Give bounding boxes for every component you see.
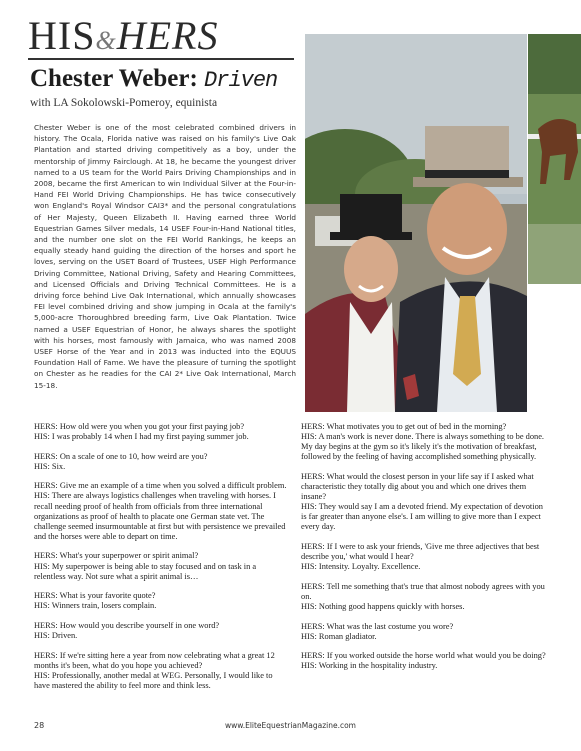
magazine-url: www.EliteEquestrianMagazine.com (224, 721, 356, 730)
question: HERS: How would you describe yourself in one word? (34, 620, 220, 630)
page-number: 28 (34, 721, 45, 730)
answer: HIS: Intensity. Loyalty. Excellence. (301, 562, 421, 572)
question: HERS: If you worked outside the horse world what would you be doing? (301, 651, 546, 661)
answer: HIS: I was probably 14 when I had my first paying summer job. (34, 432, 249, 442)
masthead-hers: HERS (116, 13, 219, 58)
masthead-his: HIS (28, 13, 96, 58)
answer: HIS: Nothing good happens quickly with horses. (301, 601, 465, 611)
question: HERS: If I were to ask your friends, 'Give me three adjectives that best describe you,' what would I hear? (301, 541, 540, 562)
question: HERS: Give me an example of a time when you solved a difficult problem. (34, 481, 287, 491)
horse-illustration (528, 34, 581, 284)
portrait-illustration (305, 34, 527, 412)
qa-item (301, 422, 547, 462)
answer: HIS: Professionally, another medal at WEG. Personally, I would like to have mastered the ability to feel more and think less. (34, 670, 273, 690)
qa-item (34, 621, 289, 641)
qa-item (34, 422, 289, 442)
answer: HIS: They would say I am a devoted friend. My expectation of devotion is far greater than anyone else's. I am willing to give more than I expect every day. (301, 502, 543, 532)
qa-item (301, 622, 547, 642)
horse-photo (528, 34, 581, 284)
answer: HIS: Six. (34, 461, 66, 471)
qa-item (301, 582, 547, 612)
answer: HIS: Driven. (34, 631, 78, 640)
qa-item (34, 551, 289, 581)
masthead-ampersand: & (95, 26, 117, 55)
byline: with LA Sokolowski-Pomeroy, equinista (30, 97, 218, 109)
answer: HIS: There are always logistics challenges when traveling with horses. I recall needing proof of health from officials from three international organizations as proof of health to placate one German state vet. The challenge seemed insurmountable at first but with persistence we prevailed and the horses were able to depart on time. (34, 491, 286, 541)
answer: HIS: My superpower is being able to stay focused and on task in a relentless way. Not sure what a spirit animal is… (34, 561, 257, 581)
question: HERS: What's your superpower or spirit animal? (34, 551, 199, 561)
answer: HIS: Working in the hospitality industry. (301, 661, 438, 671)
portrait-photo (305, 34, 527, 412)
question: HERS: On a scale of one to 10, how weird are you? (34, 451, 208, 461)
question: HERS: How old were you when you got your first paying job? (34, 422, 245, 431)
title-subtitle: Driven (204, 68, 278, 93)
answer: HIS: Roman gladiator. (301, 631, 377, 641)
qa-item (34, 591, 289, 611)
qa-item (301, 651, 547, 671)
magazine-section-masthead (28, 14, 218, 63)
qa-item (301, 542, 547, 572)
question: HERS: What is your favorite quote? (34, 591, 156, 601)
qa-item (34, 651, 289, 691)
interview-left-column (34, 422, 289, 700)
answer: HIS: Winners train, losers complain. (34, 601, 157, 611)
question: HERS: Tell me something that's true that almost nobody agrees with you on. (301, 581, 545, 601)
question: HERS: What was the last costume you wore? (301, 621, 454, 631)
header-rule (28, 58, 294, 60)
question: HERS: What would the closest person in your life say if I asked what characteristic they totally dig about you and which one drives them insane? (301, 471, 534, 502)
qa-item (34, 452, 289, 472)
qa-item (34, 481, 289, 542)
title-name: Chester Weber: (30, 65, 198, 92)
question: HERS: What motivates you to get out of bed in the morning? (301, 422, 507, 431)
interview-right-column (301, 422, 547, 681)
question: HERS: If we're sitting here a year from now celebrating what a great 12 months it's been, what do you hope you achieved? (34, 650, 275, 670)
article-title (30, 64, 277, 96)
intro-paragraph: Chester Weber is one of the most celebrated combined drivers in history. The Ocala, Florida native was raised on his family's Live Oak Plantation and started driving competitively as a boy, under the mentorship of Jimmy Fairclough. At 18, he became the youngest driver named to a US team for the World Pairs Driving Championships and in 2008, became the first American to win Individual Silver at the Four-in-Hand FEI World Driving Championships. He has twice consecutively won England's Royal Windsor CAI3* and the personal congratulations of Her Majesty, Queen Elizabeth II. Having earned three World Equestrian Games Silver medals, 14 USEF Four-in-Hand National titles, and the number one slot on the FEI World Rankings, he keeps an equally steady hand guiding the direction of the horses and sport he loves, serving on the USET Board of Trustees, USEF High Performance Driving Committee, National Driving, Safety and Hearing Committees, and Licensed Officials and Driving Technical Committees. He is a driving force behind Live Oak International, which annually showcases FEI level combined driving and show jumping in Ocala at the family's 5,000-acre Thoroughbred breeding farm, Live Oak Plantation. Twice named a USEF Equestrian of Honor, he always shares the spotlight with his horses, most famously with Jamaica, who was named 2008 USEF Horse of the Year and in 2013 was inducted into the EQUUS Foundation Hall of Fame. We have the pleasure of turning the spotlight on Chester as he readies for the CAI 2* Live Oak International, March 15-18. (34, 123, 296, 390)
answer: HIS: A man's work is never done. There is always something to be done. My day begins at the gym so it's likely it's the motivation of breakfast, followed by the feeling of having accomplished something physically. (301, 432, 545, 462)
qa-item (301, 472, 547, 533)
